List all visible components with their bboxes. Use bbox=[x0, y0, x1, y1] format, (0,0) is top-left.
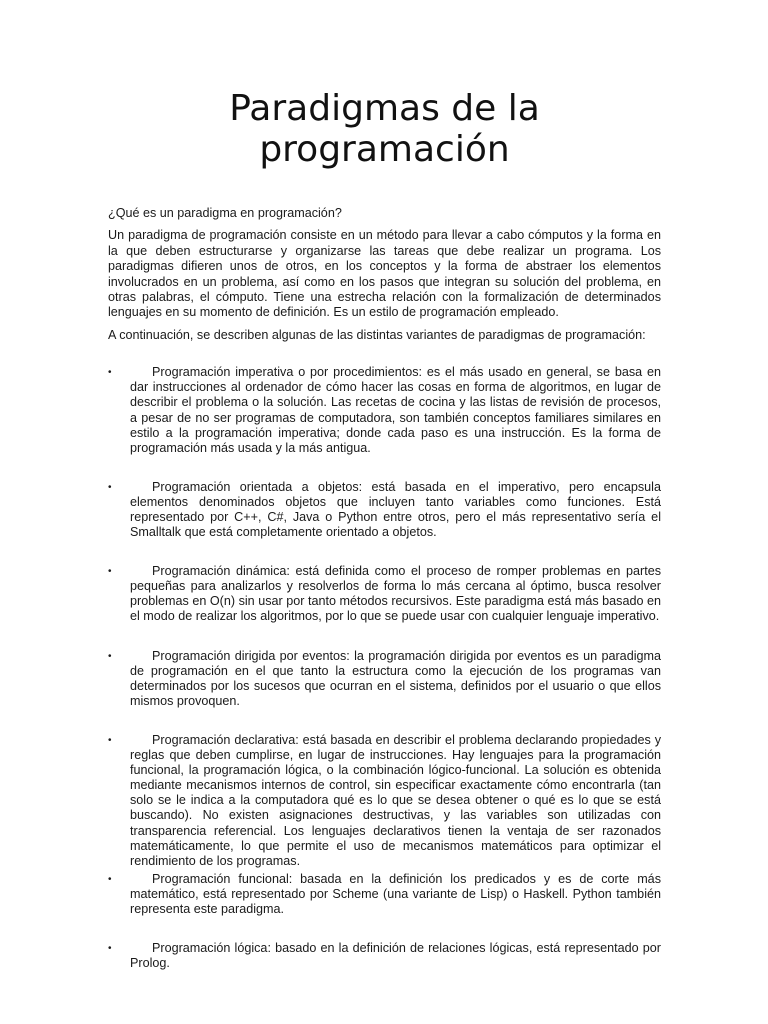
bullet-icon: • bbox=[108, 943, 112, 955]
list-item-text: Programación imperativa o por procedimientos: es el más usado en general, se basa en dar instrucciones al ordenador de cómo hacer las cosas en forma de algoritmos, en lugar de describir el problema o la solución. Las recetas de cocina y las listas de revisión de procesos, a pesar de no ser programas de computadora, son también conceptos familiares similares en estilo a la programación imperativa; donde cada paso es una instrucción. Es la forma de programación más usada y la más antigua. bbox=[130, 365, 661, 455]
bullet-icon: • bbox=[108, 566, 112, 578]
list-item-text: Programación orientada a objetos: está basada en el imperativo, pero encapsula elementos denominados objetos que incluyen tanto variables como funciones. Está representado por C++, C#, Java o Python entre otros, pero el más representativo sería el Smalltalk que está completamente orientado a objetos. bbox=[130, 479, 661, 540]
bullet-icon: • bbox=[108, 367, 112, 379]
continuation-paragraph: A continuación, se describen algunas de las distintas variantes de paradigmas de programación: bbox=[108, 327, 646, 342]
list-item bbox=[108, 872, 661, 917]
paradigm-list bbox=[108, 365, 661, 971]
list-item bbox=[108, 733, 661, 869]
list-item-text: Programación lógica: basado en la definición de relaciones lógicas, está representado por Prolog. bbox=[130, 941, 661, 971]
bullet-icon: • bbox=[108, 650, 112, 662]
list-item-text: Programación dinámica: está definida como el proceso de romper problemas en partes pequeñas para analizarlos y resolverlos de forma lo más cercana al óptimo, busca resolver problemas en O(n) sin usar por tanto métodos recursivos. Este paradigma está más basado en el modo de realizar los algoritmos, por lo que se puede usar con cualquier lenguaje imperativo. bbox=[130, 564, 661, 624]
bullet-icon: • bbox=[108, 734, 112, 746]
intro-paragraph: Un paradigma de programación consiste en un método para llevar a cabo cómputos y la forma en la que deben estructurarse y organizarse las tareas que debe realizar un programa. Los paradigmas difieren unos de otros, en los conceptos y la forma de abstraer los elementos involucrados en un problema, así como en los pasos que integran su solución del problema, en otras palabras, el cómputo. Tiene una estrecha relación con la formalización de determinados lenguajes en su momento de definición. Es un estilo de programación empleado. bbox=[108, 228, 661, 320]
list-item bbox=[108, 941, 661, 971]
list-item bbox=[108, 365, 661, 456]
document-title: Paradigmas de la programación bbox=[229, 88, 540, 170]
document-page bbox=[108, 88, 661, 995]
list-item-text: Programación funcional: basada en la definición los predicados y es de corte más matemático, está representado por Scheme (una variante de Lisp) o Haskell. Python también representa este paradigma. bbox=[130, 871, 661, 916]
list-item bbox=[108, 649, 661, 709]
bullet-icon: • bbox=[108, 873, 112, 885]
list-item-text: Programación declarativa: está basada en describir el problema declarando propiedades y reglas que deben cumplirse, en lugar de instrucciones. Hay lenguajes para la programación funcional, la programación lógica, o la combinación lógico-funcional. La solución es obtenida mediante mecanismos internos de control, sin especificar exactamente cómo encontrarla (tan solo se le indica a la computadora qué es lo que se desea obtener o qué es lo que se está buscando). No existen asignaciones destructivas, y las variables son utilizadas con transparencia referencial. Los lenguajes declarativos tienen la ventaja de ser razonados matemáticamente, lo que permite el uso de mecanismos matemáticos para optimizar el rendimiento de los programas. bbox=[130, 732, 661, 868]
bullet-icon: • bbox=[108, 481, 112, 493]
list-item bbox=[108, 480, 661, 540]
list-item bbox=[108, 564, 661, 624]
list-item-text: Programación dirigida por eventos: la programación dirigida por eventos es un paradigma de programación en el que tanto la estructura como la ejecución de los programas van determinados por los sucesos que ocurran en el sistema, definidos por el usuario o que ellos mismos provoquen. bbox=[130, 648, 661, 708]
question-heading: ¿Qué es un paradigma en programación? bbox=[108, 206, 342, 220]
